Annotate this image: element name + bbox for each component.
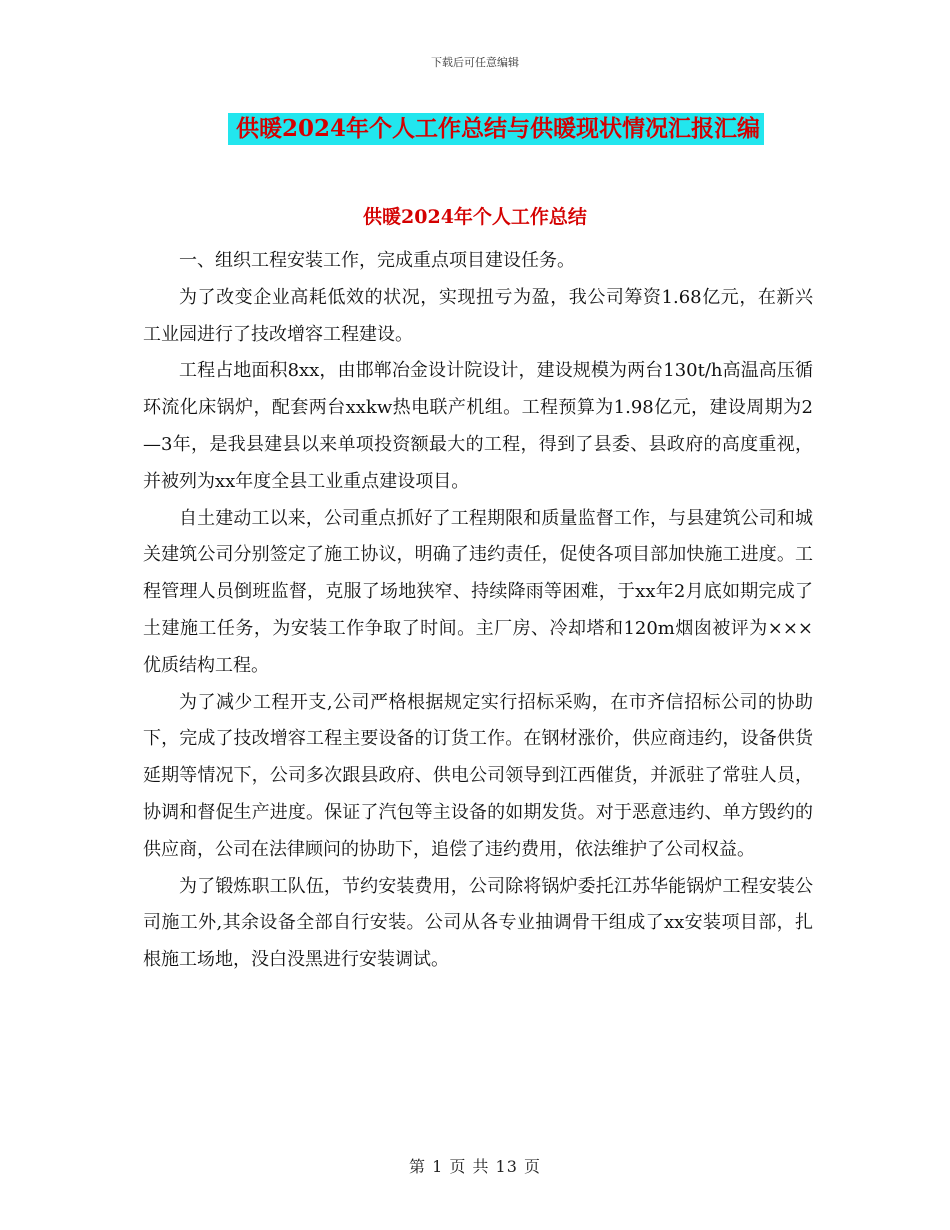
paragraph: 工程占地面积8xx，由邯郸冶金设计院设计，建设规模为两台130t/h高温高压循环流化床锅炉，配套两台xxkw热电联产机组。工程预算为1.98亿元，建设周期为2—3年，是我县建县以来单项投资额最大的工程，得到了县委、县政府的高度重视，并被列为xx年度全县工业重点建设项目。 <box>143 360 813 492</box>
paragraph: 自土建动工以来，公司重点抓好了工程期限和质量监督工作，与县建筑公司和城关建筑公司分别签定了施工协议，明确了违约责任，促使各项目部加快施工进度。工程管理人员倒班监督，克服了场地狭窄、持续降雨等困难，于xx年2月底如期完成了土建施工任务，为安装工作争取了时间。主厂房、冷却塔和120m烟囱被评为×××优质结构工程。 <box>143 507 813 676</box>
document-title: 供暖2024年个人工作总结与供暖现状情况汇报汇编 <box>228 113 764 145</box>
document-title-wrap <box>0 113 950 145</box>
paragraph: 一、组织工程安装工作，完成重点项目建设任务。 <box>179 250 575 271</box>
document-body <box>143 243 813 979</box>
paragraph: 为了改变企业高耗低效的状况，实现扭亏为盈，我公司筹资1.68亿元，在新兴工业园进行了技改增容工程建设。 <box>143 286 813 345</box>
paragraph: 为了减少工程开支,公司严格根据规定实行招标采购，在市齐信招标公司的协助下，完成了技改增容工程主要设备的订货工作。在钢材涨价，供应商违约，设备供货延期等情况下，公司多次跟县政府、供电公司领导到江西催货，并派驻了常驻人员，协调和督促生产进度。保证了汽包等主设备的如期发货。对于恶意违约、单方毁约的供应商，公司在法律顾问的协助下，追偿了违约费用，依法维护了公司权益。 <box>143 691 813 860</box>
paragraph: 为了锻炼职工队伍，节约安装费用，公司除将锅炉委托江苏华能锅炉工程安装公司施工外,其余设备全部自行安装。公司从各专业抽调骨干组成了xx安装项目部，扎根施工场地，没白没黑进行安装调试。 <box>143 875 813 971</box>
page-header-note: 下载后可任意编辑 <box>431 56 519 69</box>
page-number-footer: 第 1 页 共 13 页 <box>409 1157 541 1176</box>
section-title: 供暖2024年个人工作总结 <box>363 206 587 228</box>
